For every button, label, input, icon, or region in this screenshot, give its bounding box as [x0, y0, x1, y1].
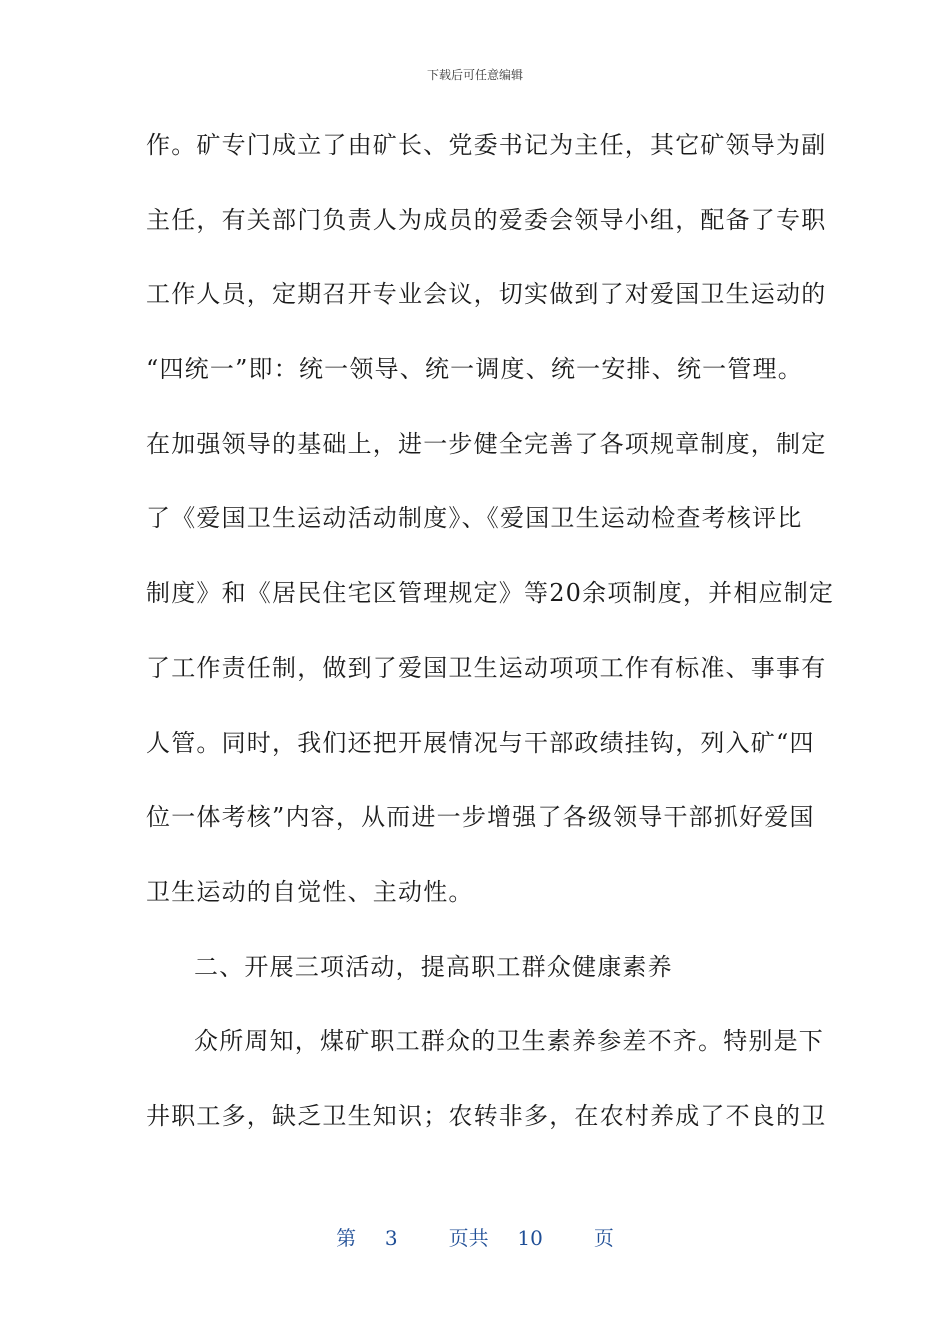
text-line: 位一体考核”内容，从而进一步增强了各级领导干部抓好爱国 — [146, 803, 815, 832]
page-header-note: 下载后可任意编辑 — [426, 68, 523, 82]
text-line: 了《爱国卫生运动活动制度》、《爱国卫生运动检查考核评比 — [146, 504, 803, 533]
page-mid: 页共 — [448, 1226, 489, 1250]
text-line: 人管。同时，我们还把开展情况与干部政绩挂钩，列入矿“四 — [146, 728, 815, 757]
page-prefix: 第 — [336, 1226, 357, 1250]
text-line: “四统一”即：统一领导、统一调度、统一安排、统一管理。 — [146, 355, 803, 384]
text-line: 井职工多，缺乏卫生知识；农转非多，在农村养成了不良的卫 — [146, 1101, 827, 1130]
text-line: 众所周知，煤矿职工群众的卫生素养参差不齐。特别是下 — [194, 1027, 824, 1056]
text-line: 工作人员，定期召开专业会议，切实做到了对爱国卫生运动的 — [146, 280, 827, 309]
page-suffix: 页 — [593, 1226, 614, 1250]
text-line: 作。矿专门成立了由矿长、党委书记为主任，其它矿领导为副 — [146, 131, 827, 159]
text-line: 主任，有关部门负责人为成员的爱委会领导小组，配备了专职 — [146, 205, 827, 234]
page-current: 3 — [384, 1226, 398, 1250]
text-line: 制度》和《居民住宅区管理规定》等20余项制度，并相应制定 — [146, 579, 835, 608]
text-line: 在加强领导的基础上，进一步健全完善了各项规章制度，制定 — [146, 429, 827, 458]
page-number-footer — [0, 1222, 950, 1251]
section-heading: 二、开展三项活动，提高职工群众健康素养 — [194, 952, 673, 981]
text-line: 卫生运动的自觉性、主动性。 — [146, 877, 474, 906]
page-total: 10 — [517, 1226, 543, 1250]
text-line: 了工作责任制，做到了爱国卫生运动项项工作有标准、事事有 — [146, 653, 827, 682]
document-body — [146, 124, 835, 1170]
